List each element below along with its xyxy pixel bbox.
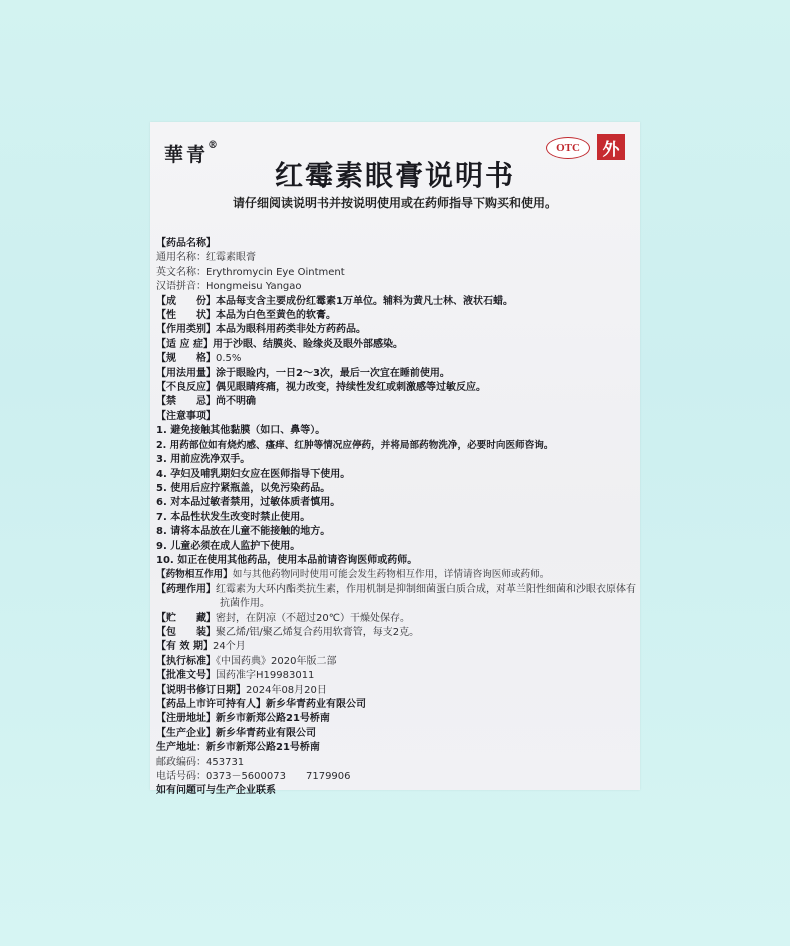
precaution-item: 9. 儿童必须在成人监护下使用。 bbox=[156, 540, 301, 552]
standard-row bbox=[156, 655, 636, 669]
reg-addr-label: 【注册地址】 bbox=[156, 713, 216, 725]
pinyin-name: 汉语拼音：Hongmeisu Yangao bbox=[156, 281, 302, 293]
precaution-item: 1. 避免接触其他黏膜（如口、鼻等）。 bbox=[156, 425, 326, 437]
revision-label: 【说明书修订日期】 bbox=[156, 684, 246, 696]
leaflet-body bbox=[156, 237, 636, 799]
precaution-item: 8. 请将本品放在儿童不能接触的地方。 bbox=[156, 526, 331, 538]
package-row bbox=[156, 626, 636, 640]
approval-row bbox=[156, 669, 636, 683]
mah-label: 【药品上市许可持有人】 bbox=[156, 699, 266, 710]
mah-row bbox=[156, 698, 636, 712]
spec-text: 0.5% bbox=[216, 353, 242, 365]
storage-row bbox=[156, 612, 636, 626]
approval-label: 【批准文号】 bbox=[156, 670, 216, 682]
validity-label: 【有 效 期】 bbox=[156, 641, 213, 653]
leaflet-title: 红霉素眼膏说明书 bbox=[274, 159, 515, 192]
category-row bbox=[156, 323, 636, 337]
section-drug-name: 【药品名称】 bbox=[156, 238, 216, 249]
indications-text: 用于沙眼、结膜炎、睑缘炎及眼外部感染。 bbox=[212, 338, 403, 350]
adverse-label: 【不良反应】 bbox=[156, 382, 216, 394]
category-text: 本品为眼科用药类非处方药药品。 bbox=[216, 324, 366, 336]
properties-row bbox=[156, 309, 636, 323]
pharmacology-label: 【药理作用】 bbox=[156, 583, 216, 595]
precautions-label: 【注意事项】 bbox=[156, 410, 216, 422]
standard-label: 【执行标准】 bbox=[156, 655, 216, 667]
package-text: 聚乙烯/铝/聚乙烯复合药用软膏管，每支2克。 bbox=[216, 626, 420, 638]
composition-row bbox=[156, 295, 636, 309]
precaution-item: 2. 用药部位如有烧灼感、瘙痒、红肿等情况应停药，并将局部药物洗净，必要时向医师咨询。 bbox=[156, 439, 554, 451]
precaution-item: 7. 本品性状发生改变时禁止使用。 bbox=[156, 511, 311, 523]
phone-number: 电话号码：0373－5600073 7179906 bbox=[156, 771, 351, 783]
precaution-item: 3. 用前应洗净双手。 bbox=[156, 454, 251, 466]
properties-text: 本品为白色至黄色的软膏。 bbox=[216, 310, 336, 322]
dosage-text: 涂于眼睑内，一日2～3次，最后一次宜在睡前使用。 bbox=[216, 367, 450, 379]
generic-name: 通用名称：红霉素眼膏 bbox=[156, 252, 256, 264]
manufacturer-row bbox=[156, 727, 636, 741]
indications-label: 【适 应 症】 bbox=[156, 338, 213, 350]
dosage-label: 【用法用量】 bbox=[156, 367, 216, 379]
production-address: 生产地址：新乡市新郑公路21号桥南 bbox=[156, 742, 320, 754]
external-use-badge: 外 bbox=[597, 134, 625, 160]
package-label: 【包 装】 bbox=[156, 626, 216, 638]
precaution-item: 4. 孕妇及哺乳期妇女应在医师指导下使用。 bbox=[156, 468, 351, 480]
approval-text: 国药准字H19983011 bbox=[216, 670, 315, 682]
pharmacology-text: 红霉素为大环内酯类抗生素，作用机制是抑制细菌蛋白质合成，对革兰阳性细菌和沙眼衣原体有抗菌作用。 bbox=[216, 583, 636, 610]
interaction-text: 如与其他药物同时使用可能会发生药物相互作用，详情请咨询医师或药师。 bbox=[232, 569, 550, 581]
spec-label: 【规 格】 bbox=[156, 353, 216, 365]
indications-row bbox=[156, 338, 636, 352]
adverse-row bbox=[156, 381, 636, 395]
standard-text: 《中国药典》2020年版二部 bbox=[216, 655, 337, 667]
composition-text: 本品每支含主要成份红霉素1万单位。辅料为黄凡士林、液状石蜡。 bbox=[216, 295, 513, 307]
otc-badge: OTC bbox=[546, 137, 590, 159]
dosage-row bbox=[156, 367, 636, 381]
english-name: 英文名称：Erythromycin Eye Ointment bbox=[156, 266, 345, 278]
contraindications-text: 尚不明确 bbox=[216, 396, 256, 408]
revision-text: 2024年08月20日 bbox=[246, 684, 327, 696]
interaction-label: 【药物相互作用】 bbox=[156, 569, 233, 581]
contraindications-row bbox=[156, 395, 636, 409]
storage-text: 密封，在阴凉（不超过20℃）干燥处保存。 bbox=[216, 612, 410, 624]
contraindications-label: 【禁 忌】 bbox=[156, 396, 216, 408]
precaution-item: 6. 对本品过敏者禁用，过敏体质者慎用。 bbox=[156, 497, 341, 509]
properties-label: 【性 状】 bbox=[156, 310, 216, 322]
precaution-item: 10. 如正在使用其他药品，使用本品前请咨询医师或药师。 bbox=[156, 554, 418, 566]
instruction-leaflet bbox=[150, 122, 640, 797]
revision-row bbox=[156, 684, 636, 698]
manufacturer-text: 新乡华青药业有限公司 bbox=[216, 727, 316, 739]
contact-footer: 如有问题可与生产企业联系 bbox=[156, 785, 276, 797]
manufacturer-label: 【生产企业】 bbox=[156, 727, 216, 739]
pharmacology-row bbox=[156, 583, 636, 612]
precaution-item: 5. 使用后应拧紧瓶盖，以免污染药品。 bbox=[156, 482, 331, 494]
validity-row bbox=[156, 640, 636, 654]
spec-row bbox=[156, 352, 636, 366]
reg-addr-text: 新乡市新郑公路21号桥南 bbox=[216, 713, 330, 725]
adverse-text: 偶见眼睛疼痛，视力改变，持续性发红或刺激感等过敏反应。 bbox=[216, 382, 486, 394]
leaflet-subtitle: 请仔细阅读说明书并按说明使用或在药师指导下购买和使用。 bbox=[232, 196, 557, 210]
interaction-row bbox=[156, 568, 636, 582]
composition-label: 【成 份】 bbox=[156, 295, 216, 307]
mah-text: 新乡华青药业有限公司 bbox=[266, 699, 366, 710]
category-label: 【作用类别】 bbox=[156, 324, 216, 336]
brand-logo: 華青® bbox=[164, 139, 219, 166]
reg-addr-row bbox=[156, 712, 636, 726]
storage-label: 【贮 藏】 bbox=[156, 612, 216, 624]
postcode: 邮政编码：453731 bbox=[156, 756, 245, 768]
validity-text: 24个月 bbox=[212, 641, 246, 653]
